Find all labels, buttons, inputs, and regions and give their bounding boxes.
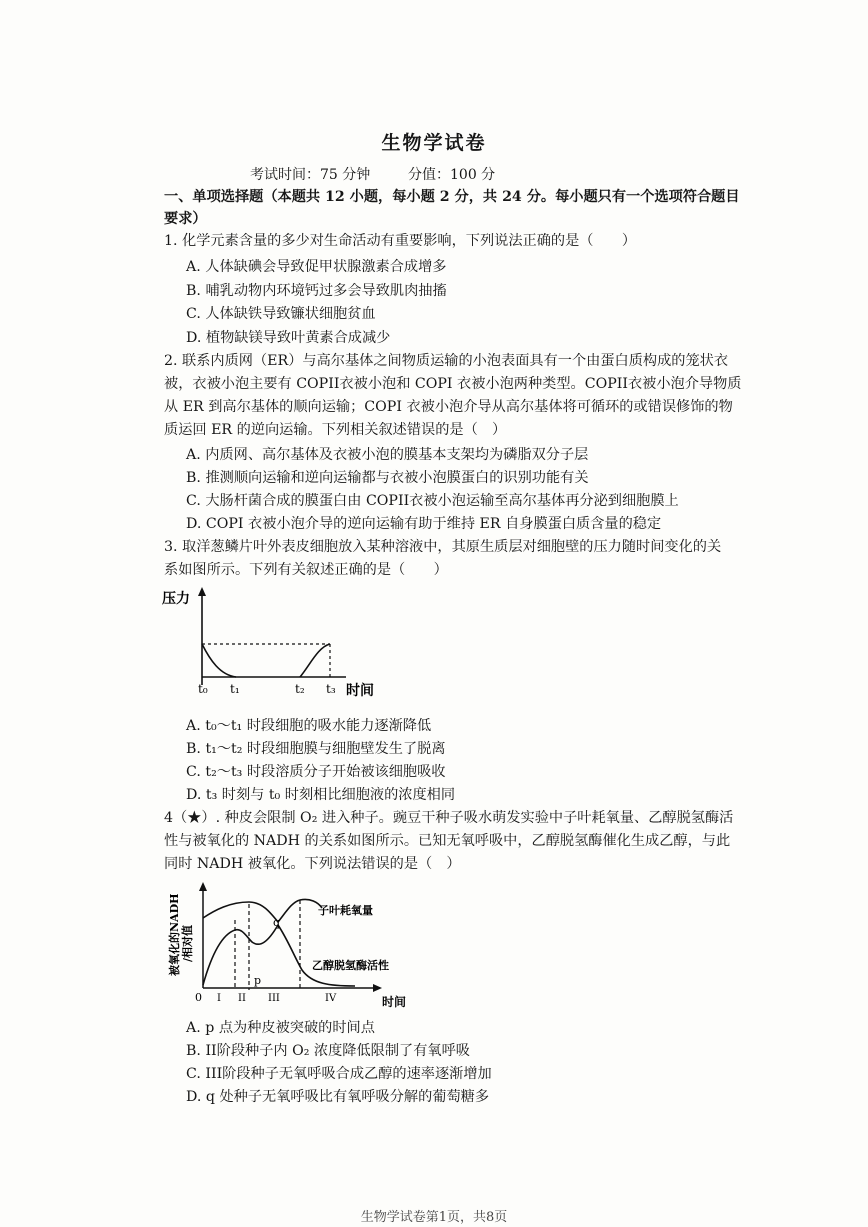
q3-tick-t2: t₂ (295, 682, 305, 696)
q2-stem-line2: 被，衣被小泡主要有 COPII衣被小泡和 COPI 衣被小泡两种类型。COPII衣被小泡介导物质 (164, 376, 742, 392)
q4-y-label-1: 被氧化的NADH (168, 893, 181, 976)
q4-stage-2: II (238, 993, 246, 1004)
q4-nadh-graph (160, 880, 420, 1010)
q1-option-d[interactable]: D. 植物缺镁导致叶黄素合成减少 (186, 330, 391, 346)
q4-option-d[interactable]: D. q 处种子无氧呼吸比有氧呼吸分解的葡萄糖多 (186, 1089, 490, 1105)
q4-x-label: 时间 (382, 995, 407, 1009)
q4-stage-3: III (268, 993, 280, 1004)
q3-tick-t3: t₃ (326, 682, 336, 696)
q3-tick-t1: t₁ (230, 682, 240, 696)
section-header-line2: 要求） (164, 211, 207, 227)
q2-option-c[interactable]: C. 大肠杆菌合成的膜蛋白由 COPII衣被小泡运输至高尔基体再分泌到细胞膜上 (186, 493, 679, 509)
q4-stage-4: IV (325, 993, 337, 1004)
q3-option-a[interactable]: A. t₀～t₁ 时段细胞的吸水能力逐渐降低 (186, 718, 432, 734)
q4-option-a[interactable]: A. p 点为种皮被突破的时间点 (186, 1020, 375, 1036)
q4-stage-1: I (217, 993, 221, 1004)
score: 分值：100 分 (408, 167, 496, 183)
q4-y-arrow (199, 882, 207, 891)
q1-option-b[interactable]: B. 哺乳动物内环境钙过多会导致肌肉抽搐 (186, 283, 447, 299)
q1-option-a[interactable]: A. 人体缺碘会导致促甲状腺激素合成增多 (186, 259, 447, 275)
q3-x-label: 时间 (346, 683, 374, 699)
q4-stem-line3: 同时 NADH 被氧化。下列说法错误的是（ ） (164, 856, 461, 872)
q1-stem: 1. 化学元素含量的多少对生命活动有重要影响，下列说法正确的是（ ） (164, 233, 637, 249)
q3-curve-decrease (202, 644, 236, 677)
q4-origin: 0 (195, 991, 202, 1004)
q4-oxygen-curve (203, 899, 322, 922)
q2-stem-line3: 从 ER 到高尔基体的顺向运输；COPI 衣被小泡介导从高尔基体将可循环的或错误修饰的物 (164, 399, 733, 415)
q3-tick-t0: t₀ (198, 682, 208, 696)
q4-point-q: q (273, 916, 281, 929)
q3-option-d[interactable]: D. t₃ 时刻与 t₀ 时刻相比细胞液的浓度相同 (186, 787, 456, 803)
q3-pressure-graph (160, 585, 390, 705)
q3-y-label: 压力 (162, 591, 190, 607)
q4-option-b[interactable]: B. II阶段种子内 O₂ 浓度降低限制了有氧呼吸 (186, 1043, 470, 1059)
section-header-line1: 一、单项选择题（本题共 12 小题，每小题 2 分，共 24 分。每小题只有一个选项符合题目 (164, 189, 740, 205)
q3-stem-line1: 3. 取洋葱鳞片叶外表皮细胞放入某种溶液中，其原生质层对细胞壁的压力随时间变化的关 (164, 539, 722, 555)
q4-stem-line2: 性与被氧化的 NADH 的关系如图所示。已知无氧呼吸中，乙醇脱氢酶催化生成乙醇，与此 (164, 833, 731, 849)
page-footer: 生物学试卷第1页，共8页 (360, 1210, 508, 1225)
q4-point-p: p (254, 974, 262, 987)
page-title: 生物学试卷 (381, 132, 487, 154)
q3-curve-increase (300, 644, 330, 677)
q4-x-arrow (373, 984, 382, 992)
q4-enzyme-curve (203, 925, 355, 986)
q4-y-label-2: /相对值 (181, 924, 194, 962)
q1-option-c[interactable]: C. 人体缺铁导致镰状细胞贫血 (186, 306, 376, 322)
exam-time: 考试时间：75 分钟 (250, 167, 371, 183)
q2-option-d[interactable]: D. COPI 衣被小泡介导的逆向运输有助于维持 ER 自身膜蛋白质含量的稳定 (186, 516, 662, 532)
q3-option-b[interactable]: B. t₁～t₂ 时段细胞膜与细胞壁发生了脱离 (186, 741, 446, 757)
q2-option-b[interactable]: B. 推测顺向运输和逆向运输都与衣被小泡膜蛋白的识别功能有关 (186, 470, 589, 486)
q2-option-a[interactable]: A. 内质网、高尔基体及衣被小泡的膜基本支架均为磷脂双分子层 (186, 447, 589, 463)
q4-series-enzyme: 乙醇脱氢酶活性 (312, 959, 389, 972)
q4-stem-line1: 4（★）. 种皮会限制 O₂ 进入种子。豌豆干种子吸水萌发实验中子叶耗氧量、乙醇脱氢酶活 (164, 810, 734, 826)
q4-series-oxygen: 子叶耗氧量 (318, 904, 373, 917)
q3-option-c[interactable]: C. t₂～t₃ 时段溶质分子开始被该细胞吸收 (186, 764, 446, 780)
q4-option-c[interactable]: C. III阶段种子无氧呼吸合成乙醇的速率逐渐增加 (186, 1066, 492, 1082)
q2-stem-line1: 2. 联系内质网（ER）与高尔基体之间物质运输的小泡表面具有一个由蛋白质构成的笼状衣 (164, 353, 729, 369)
q3-stem-line2: 系如图所示。下列有关叙述正确的是（ ） (164, 562, 448, 578)
q3-y-arrow (198, 587, 206, 596)
q2-stem-line4: 质运回 ER 的逆向运输。下列相关叙述错误的是（ ） (164, 422, 507, 438)
